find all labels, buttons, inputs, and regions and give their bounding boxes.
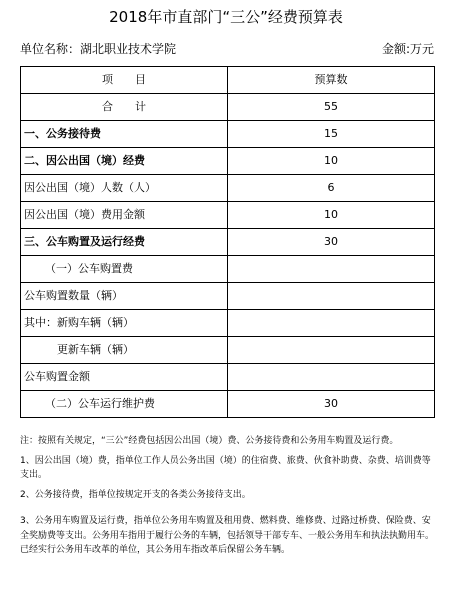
table-row xyxy=(21,121,435,148)
header-item: 项 目 xyxy=(21,67,228,94)
row-value xyxy=(228,283,435,310)
table-row xyxy=(21,229,435,256)
table-row xyxy=(21,364,435,391)
row-value xyxy=(228,256,435,283)
page-title: 2018年市直部门“三公”经费预算表 xyxy=(109,8,343,26)
note-item: 3、公务用车购置及运行费，指单位公务用车购置及租用费、燃料费、维修费、过路过桥费、保险费、安全奖励费等支出。公务用车指用于履行公务的车辆，包括领导干部专车、一般公务用车和执法执勤用车。已经实行公务用车改革的单位，其公务用车指改革后保留公务车辆。 xyxy=(20,516,435,555)
header-amount: 预算数 xyxy=(228,67,435,94)
row-value xyxy=(228,337,435,364)
row-label: （二）公车运行维护费 xyxy=(21,391,228,418)
table-row xyxy=(21,175,435,202)
table-row xyxy=(21,283,435,310)
row-label: 更新车辆（辆） xyxy=(21,337,228,364)
table-row xyxy=(21,391,435,418)
row-value: 10 xyxy=(228,202,435,229)
row-label: 因公出国（境）人数（人） xyxy=(21,175,228,202)
note-item: 2、公务接待费，指单位按规定开支的各类公务接待支出。 xyxy=(20,489,251,500)
row-label: 其中：新购车辆（辆） xyxy=(21,310,228,337)
note-intro: 注：按照有关规定，“三公”经费包括因公出国（境）费、公务接待费和公务用车购置及运行费。 xyxy=(20,436,399,446)
notes-section xyxy=(20,434,436,563)
table-row xyxy=(21,337,435,364)
row-value: 55 xyxy=(228,94,435,121)
row-label: 合 计 xyxy=(21,94,228,121)
table-header-row xyxy=(21,67,435,94)
row-value: 10 xyxy=(228,148,435,175)
row-label: 公车购置金额 xyxy=(21,364,228,391)
row-value: 6 xyxy=(228,175,435,202)
table-row xyxy=(21,310,435,337)
row-label: （一）公车购置费 xyxy=(21,256,228,283)
table-row xyxy=(21,202,435,229)
row-label: 因公出国（境）费用金额 xyxy=(21,202,228,229)
row-label: 二、因公出国（境）经费 xyxy=(21,148,228,175)
row-value: 30 xyxy=(228,391,435,418)
row-label: 公车购置数量（辆） xyxy=(21,283,228,310)
row-value: 15 xyxy=(228,121,435,148)
row-value xyxy=(228,364,435,391)
table-row xyxy=(21,148,435,175)
row-label: 三、公车购置及运行经费 xyxy=(21,229,228,256)
row-label: 一、公务接待费 xyxy=(21,121,228,148)
table-row-total xyxy=(21,94,435,121)
unit-name-label: 单位名称：湖北职业技术学院 xyxy=(20,42,177,56)
note-item: 1、因公出国（境）费，指单位工作人员公务出国（境）的住宿费、旅费、伙食补助费、杂费、培训费等支出。 xyxy=(20,455,431,480)
row-value: 30 xyxy=(228,229,435,256)
row-value xyxy=(228,310,435,337)
budget-table xyxy=(20,66,435,418)
amount-unit-label: 金额:万元 xyxy=(381,42,434,56)
table-row xyxy=(21,256,435,283)
